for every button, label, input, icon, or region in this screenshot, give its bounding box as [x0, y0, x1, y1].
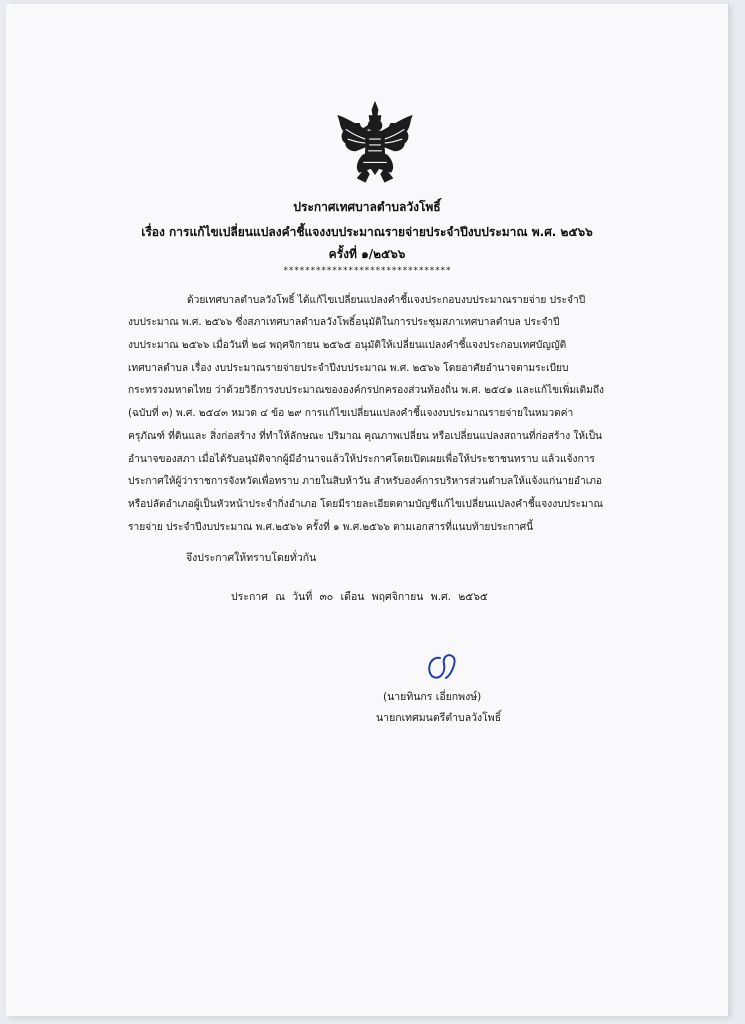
body-line: ด้วยเทศบาลตำบลวังโพธิ์ ได้แก้ไขเปลี่ยนแปลงคำชี้แจงประกอบงบประมาณรายจ่าย ประจำปี [187, 295, 586, 306]
body-line: อำนาจของสภา เมื่อได้รับอนุมัติจากผู้มีอำนาจแล้วให้ประกาศโดยเปิดเผยเพื่อให้ประชาชนทราบ แล้วแจ้งการ [128, 454, 595, 465]
announcement-date: ประกาศ ณ วันที่ ๓๐ เดือน พฤศจิกายน พ.ศ. ๒๕๖๕ [231, 591, 488, 603]
body-line: งบประมาณ ๒๕๖๖ เมื่อวันที่ ๒๘ พฤศจิกายน ๒๕๖๕ อนุมัติให้เปลี่ยนแปลงคำชี้แจงประกอบเทศบัญญัติ [128, 340, 567, 351]
announcement-subject: เรื่อง การแก้ไขเปลี่ยนแปลงคำชี้แจงงบประมาณรายจ่ายประจำปีงบประมาณ พ.ศ. ๒๕๖๖ [141, 225, 593, 239]
body-line: งบประมาณ พ.ศ. ๒๕๖๖ ซึ่งสภาเทศบาลตำบลวังโพธิ์อนุมัติในการประชุมสภาเทศบาลตำบล ประจำปี [128, 317, 560, 328]
body-line: ครุภัณฑ์ ที่ดินและ สิ่งก่อสร้าง ที่ทำให้ลักษณะ ปริมาณ คุณภาพเปลี่ยน หรือเปลี่ยนแปลงสถานที่ก่อสร้าง ให้เป็น [128, 431, 603, 442]
signature-icon [420, 648, 460, 684]
body-line: (ฉบับที่ ๓) พ.ศ. ๒๕๔๓ หมวด ๔ ข้อ ๒๙ การแก้ไขเปลี่ยนแปลงคำชี้แจงงบประมาณรายจ่ายในหมวดค่า [128, 408, 574, 419]
divider: ******************************* [283, 266, 451, 276]
body-line: หรือปลัดอำเภอผู้เป็นหัวหน้าประจำกิ่งอำเภอ โดยมีรายละเอียดตามบัญชีแก้ไขเปลี่ยนแปลงคำชี้แจงงบประมาณ [128, 499, 603, 510]
signatory-name: (นายทินกร เอี่ยกพงษ์) [383, 691, 482, 703]
announcement-title: ประกาศเทศบาลตำบลวังโพธิ์ [293, 200, 441, 214]
document-page [6, 4, 728, 1016]
body-line: รายจ่าย ประจำปีงบประมาณ พ.ศ.๒๕๖๖ ครั้งที่ ๑ พ.ศ.๒๕๖๖ ตามเอกสารที่แนบท้ายประกาศนี้ [128, 522, 534, 533]
announcement-issue-number: ครั้งที่ ๑/๒๕๖๖ [328, 247, 406, 261]
closing-statement: จึงประกาศให้ทราบโดยทั่วกัน [186, 552, 317, 564]
body-line: กระทรวงมหาดไทย ว่าด้วยวิธีการงบประมาณขององค์กรปกครองส่วนท้องถิ่น พ.ศ. ๒๕๔๑ และแก้ไขเพิ่มเติมถึง [128, 385, 605, 396]
signatory-position: นายกเทศมนตรีตำบลวังโพธิ์ [376, 712, 502, 724]
body-line: ประกาศให้ผู้ว่าราชการจังหวัดเพื่อทราบ ภายในสิบห้าวัน สำหรับองค์การบริหารส่วนตำบลให้แจ้งแก่นายอำเภอ [128, 476, 603, 487]
body-line: เทศบาลตำบล เรื่อง งบประมาณรายจ่ายประจำปีงบประมาณ พ.ศ. ๒๕๖๖ โดยอาศัยอำนาจตามระเบียบ [128, 363, 569, 374]
garuda-emblem-icon [336, 100, 414, 184]
